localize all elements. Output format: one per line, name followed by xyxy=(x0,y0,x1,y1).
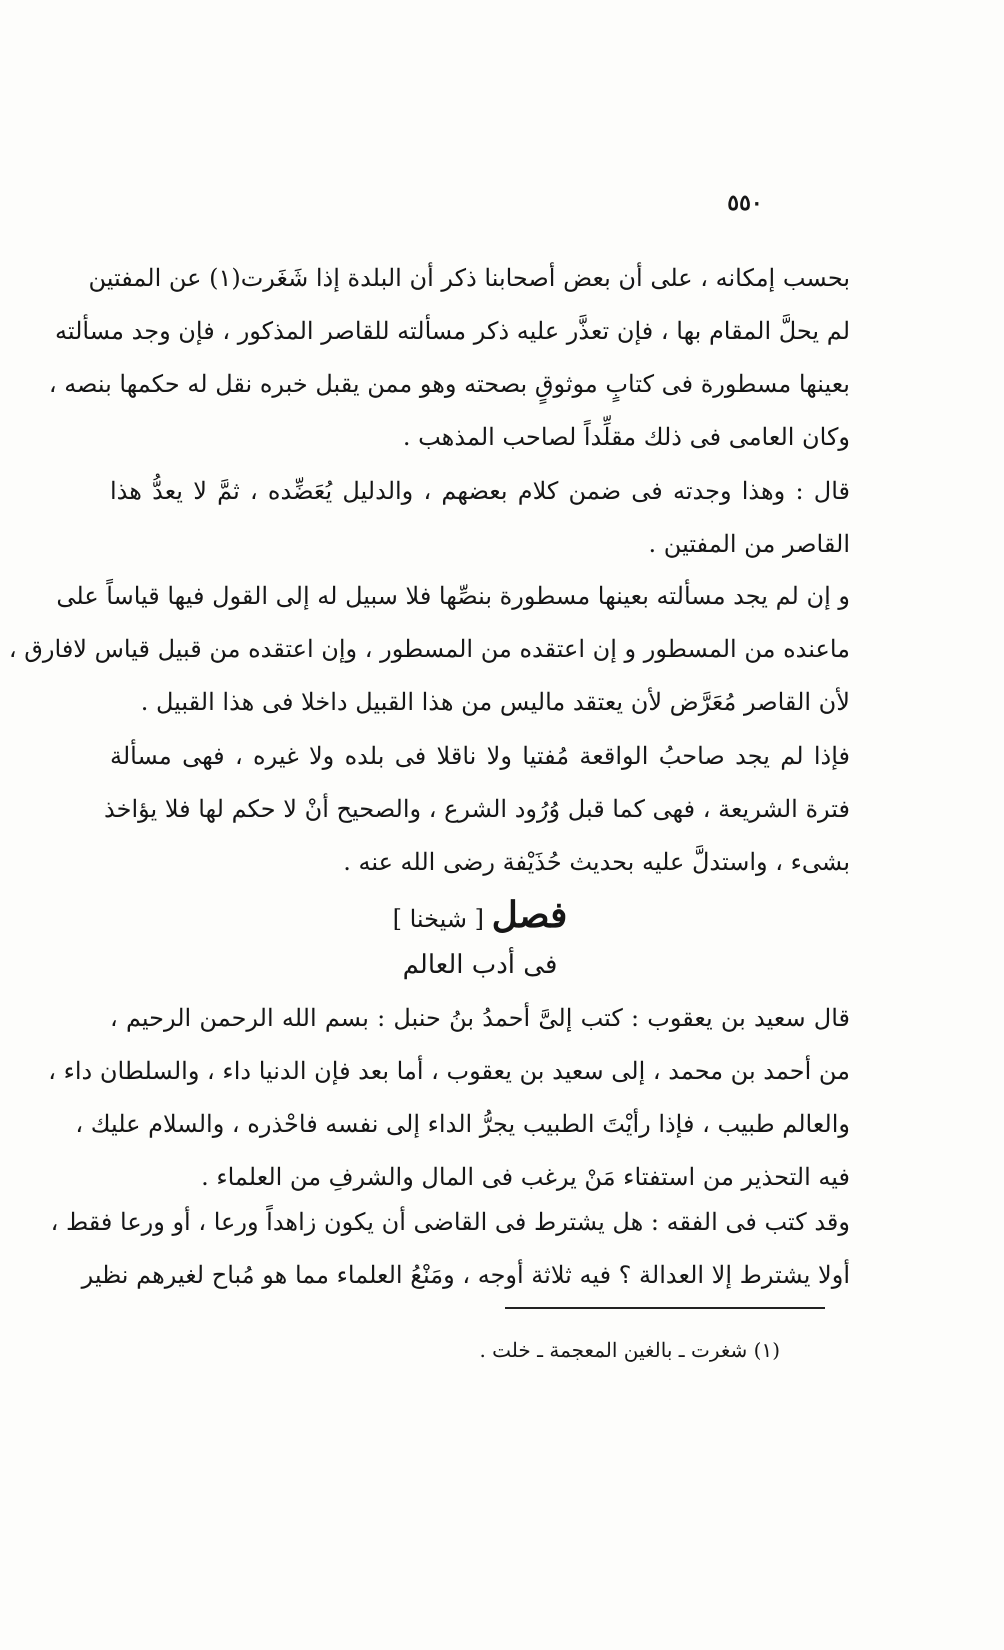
text-line: وقد كتب فى الفقه : هل يشترط فى القاضى أن يكون زاهداً ورعا ، أو ورعا فقط ، xyxy=(50,1208,850,1236)
text-line: القاصر من المفتين . xyxy=(648,530,850,558)
footnote: (١) شغرت ـ بالغين المعجمة ـ خلت . xyxy=(479,1338,780,1362)
page-number: ٥٥٠ xyxy=(727,190,763,216)
paragraph-1 xyxy=(48,252,850,464)
text-line: بحسب إمكانه ، على أن بعض أصحابنا ذكر أن البلدة إذا شَغَرت(١) عن المفتين xyxy=(88,264,850,292)
paragraph-2 xyxy=(110,465,850,571)
text-line: ماعنده من المسطور و إن اعتقده من المسطور ، وإن اعتقده من قبيل قياس لافارق ، xyxy=(8,635,850,663)
text-line: أولا يشترط إلا العدالة ؟ فيه ثلاثة أوجه ، ومَنْعُ العلماء مما هو مُباح لغيرهم نظير xyxy=(81,1261,850,1289)
paragraph-6 xyxy=(50,1196,850,1302)
text-line: من أحمد بن محمد ، إلى سعيد بن يعقوب ، أما بعد فإن الدنيا داء ، والسلطان داء ، xyxy=(48,1057,850,1085)
text-line: والعالم طبيب ، فإذا رأيْتَ الطبيب يجرُّ الداء إلى نفسه فاحْذره ، والسلام عليك ، xyxy=(75,1110,850,1138)
text-line: لم يحلَّ المقام بها ، فإن تعذَّر عليه ذكر مسألته للقاصر المذكور ، فإن وجد مسألته xyxy=(55,317,850,345)
section-subtitle: فى أدب العالم xyxy=(402,950,558,980)
text-line: قال : وهذا وجدته فى ضمن كلام بعضهم ، والدليل يُعَضِّده ، ثمَّ لا يعدُّ هذا xyxy=(110,477,850,505)
text-line: بشىء ، واستدلَّ عليه بحديث حُذَيْفة رضى الله عنه . xyxy=(343,848,850,876)
paragraph-5 xyxy=(48,992,850,1204)
text-line: و إن لم يجد مسألته بعينها مسطورة بنصِّها فلا سبيل له إلى القول فيها قياساً على xyxy=(56,582,850,610)
text-line: قال سعيد بن يعقوب : كتب إلىَّ أحمدُ بنُ حنبل : بسم الله الرحمن الرحيم ، xyxy=(110,1004,850,1032)
section-heading xyxy=(110,895,850,939)
section-bracket: [ شيخنا ] xyxy=(392,905,485,933)
text-line: فيه التحذير من استفتاء مَنْ يرغب فى المال والشرفِ من العلماء . xyxy=(201,1163,850,1191)
text-line: لأن القاصر مُعَرَّض لأن يعتقد ماليس من هذا القبيل داخلا فى هذا القبيل . xyxy=(140,688,850,716)
paragraph-4 xyxy=(104,730,850,889)
text-line: فإذا لم يجد صاحبُ الواقعة مُفتيا ولا ناقلا فى بلده ولا غيره ، فهى مسألة xyxy=(110,742,850,770)
text-line: فترة الشريعة ، فهى كما قبل وُرُود الشرع ، والصحيح أنْ لا حكم لها فلا يؤاخذ xyxy=(104,795,850,823)
footnote-divider xyxy=(505,1307,825,1309)
text-line: وكان العامى فى ذلك مقلِّداً لصاحب المذهب . xyxy=(402,423,850,451)
text-line: بعينها مسطورة فى كتابٍ موثوقٍ بصحته وهو ممن يقبل خبره نقل له حكمها بنصه ، xyxy=(48,370,850,398)
section-title: فصل xyxy=(491,894,568,936)
paragraph-3 xyxy=(8,570,850,729)
